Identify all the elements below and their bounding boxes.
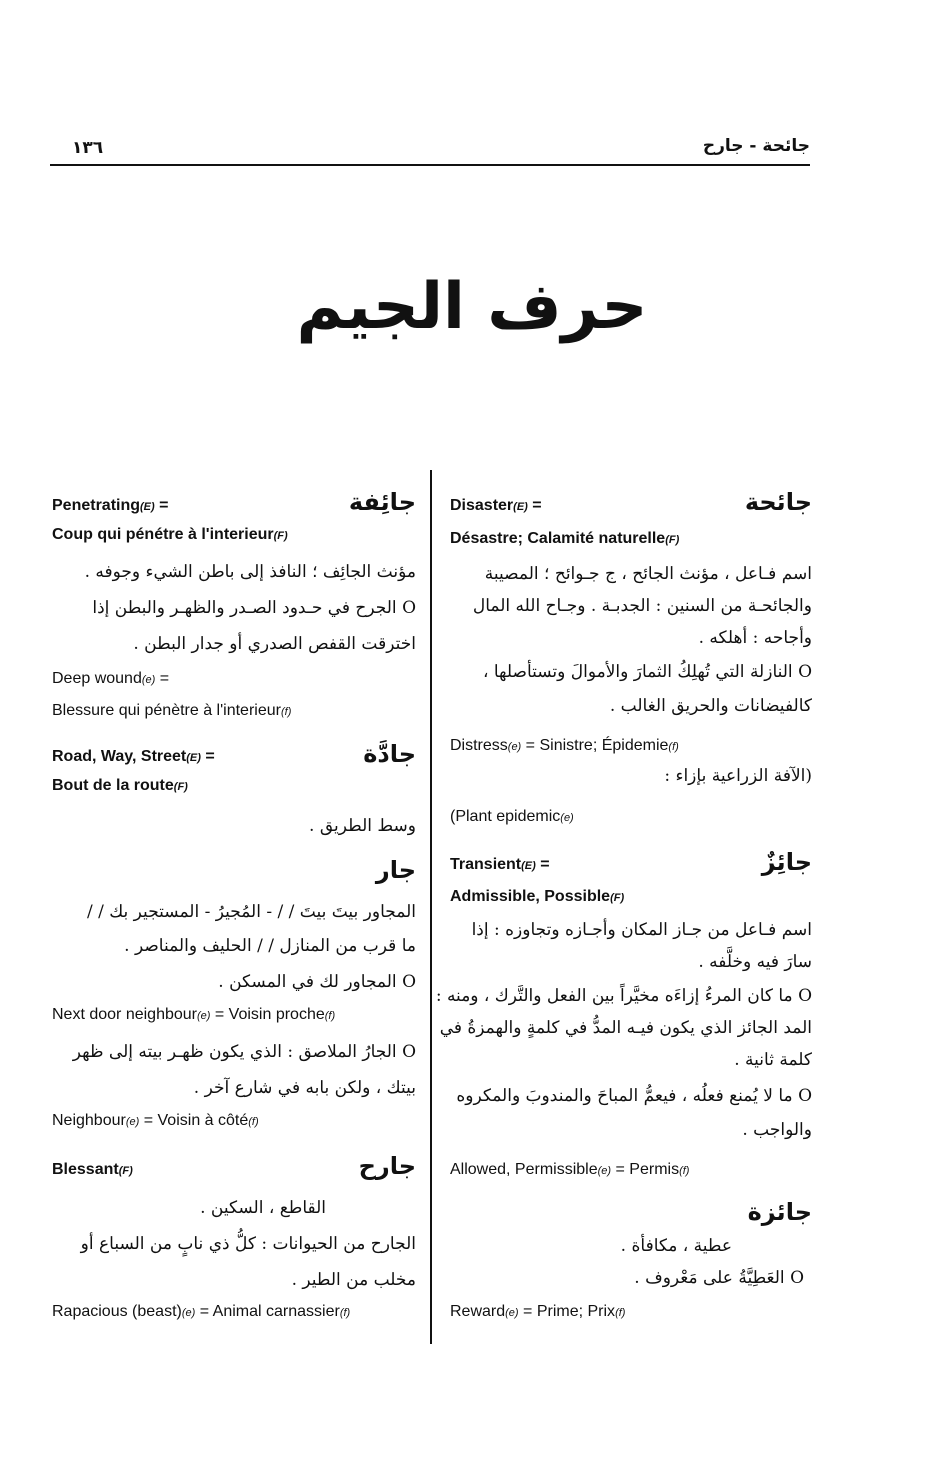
- headword-jaiz: جائِزٌ: [761, 848, 812, 876]
- english-french-gloss: Next door neighbour(e) = Voisin proche(f): [52, 1006, 336, 1023]
- definition-line: المجاور بيتَ بيتَ / / - المُجيرُ - المستجير بك / /: [86, 902, 416, 922]
- english-gloss: Penetrating(E) =: [52, 497, 169, 514]
- definition-line: كلمة ثانية .: [734, 1050, 812, 1070]
- definition-line: اسم فـاعل من جـاز المكان وأجـازه وتجاوزه : إذا: [471, 920, 812, 940]
- definition-line: المد الجائز الذي يكون فيـه المدُّ في كلمةٍ والهمزةُ في: [439, 1018, 812, 1038]
- french-gloss: Blessant(F): [52, 1161, 133, 1178]
- definition-line: O النازلة التي تُهلِكُ الثمارَ والأموالَ وتستأصلها ،: [482, 662, 812, 682]
- english-french-gloss: Rapacious (beast)(e) = Animal carnassier(f): [52, 1303, 351, 1320]
- english-gloss: (Plant epidemic(e): [450, 808, 574, 825]
- definition-line: والجائحـة من السنين : الجدبـة . وجـاح الله المال: [472, 596, 812, 616]
- definition-line: O العَطِيَّةُ على مَعْروف .: [634, 1268, 804, 1288]
- column-divider: [430, 470, 432, 1344]
- headword-jaiza: جائزة: [747, 1198, 812, 1226]
- definition-line: مخلب من الطير .: [291, 1270, 416, 1290]
- headword-jaifa: جائِفة: [348, 488, 416, 516]
- definition-line: عطية ، مكافأة .: [620, 1236, 732, 1256]
- definition-line: وسط الطريق .: [309, 816, 416, 836]
- french-gloss: Admissible, Possible(F): [450, 888, 625, 905]
- headword-jadda: جادَّة: [363, 740, 416, 768]
- definition-line: القاطع ، السكين .: [200, 1198, 326, 1218]
- english-gloss: Road, Way, Street(E) =: [52, 748, 215, 765]
- definition-line: O الجارُ الملاصق : الذي يكون ظهـر بيته إلى ظهر: [72, 1042, 416, 1062]
- english-french-gloss: Reward(e) = Prime; Prix(f): [450, 1303, 626, 1320]
- headword-jar: جار: [375, 856, 416, 884]
- definition-line: O الجرح في حـدود الصـدر والظهـر والبطن إذا: [92, 598, 416, 618]
- french-gloss: Blessure qui pénètre à l'interieur(f): [52, 702, 292, 719]
- definition-line: (الآفة الزراعية بإزاء :: [664, 766, 812, 786]
- definition-line: الجارح من الحيوانات : كلُّ ذي نابٍ من السباع أو: [80, 1234, 416, 1254]
- french-gloss: Bout de la route(F): [52, 777, 188, 794]
- definition-line: وأجاحه : أهلكه .: [698, 628, 812, 648]
- headword-jarih: جارح: [358, 1152, 416, 1180]
- headword-jaiha: جائحة: [744, 488, 812, 516]
- french-gloss: Coup qui pénétre à l'interieur(F): [52, 526, 288, 543]
- section-title: حرف الجيم: [296, 270, 648, 344]
- definition-line: O ما كان المرءُ إزاءَه مخيَّراً بين الفعل والتَّرك ، ومنه :: [435, 986, 812, 1006]
- english-gloss: Deep wound(e) =: [52, 670, 170, 687]
- page-header: [50, 132, 810, 166]
- definition-line: سارَ فيه وخلَّفه .: [698, 952, 812, 972]
- english-gloss: Transient(E) =: [450, 856, 550, 873]
- definition-line: والواجب .: [742, 1120, 812, 1140]
- definition-line: مؤنث الجائِف ؛ النافذ إلى باطن الشيء وجوفه .: [84, 562, 416, 582]
- english-french-gloss: Distress(e) = Sinistre; Épidemie(f): [450, 737, 679, 754]
- running-head: جائحة - جارح: [702, 136, 810, 156]
- definition-line: O المجاور لك في المسكن .: [218, 972, 416, 992]
- page-number: ١٣٦: [72, 138, 104, 158]
- definition-line: كالفيضانات والحريق الغالب .: [609, 696, 812, 716]
- english-french-gloss: Neighbour(e) = Voisin à côté(f): [52, 1112, 259, 1129]
- definition-line: اسم فـاعل ، مؤنث الجائح ، ج جـوائح ؛ المصيبة: [484, 564, 812, 584]
- english-french-gloss: Allowed, Permissible(e) = Permis(f): [450, 1161, 690, 1178]
- definition-line: اخترقت القفص الصدري أو جدار البطن .: [133, 634, 416, 654]
- english-gloss: Disaster(E) =: [450, 497, 542, 514]
- definition-line: ما قرب من المنازل / / الحليف والمناصر .: [124, 936, 416, 956]
- french-gloss: Désastre; Calamité naturelle(F): [450, 530, 680, 547]
- definition-line: O ما لا يُمنع فعلُه ، فيعمُّ المباحَ والمندوبَ والمكروه: [456, 1086, 812, 1106]
- definition-line: بيتك ، ولكن بابه في شارع آخر .: [193, 1078, 416, 1098]
